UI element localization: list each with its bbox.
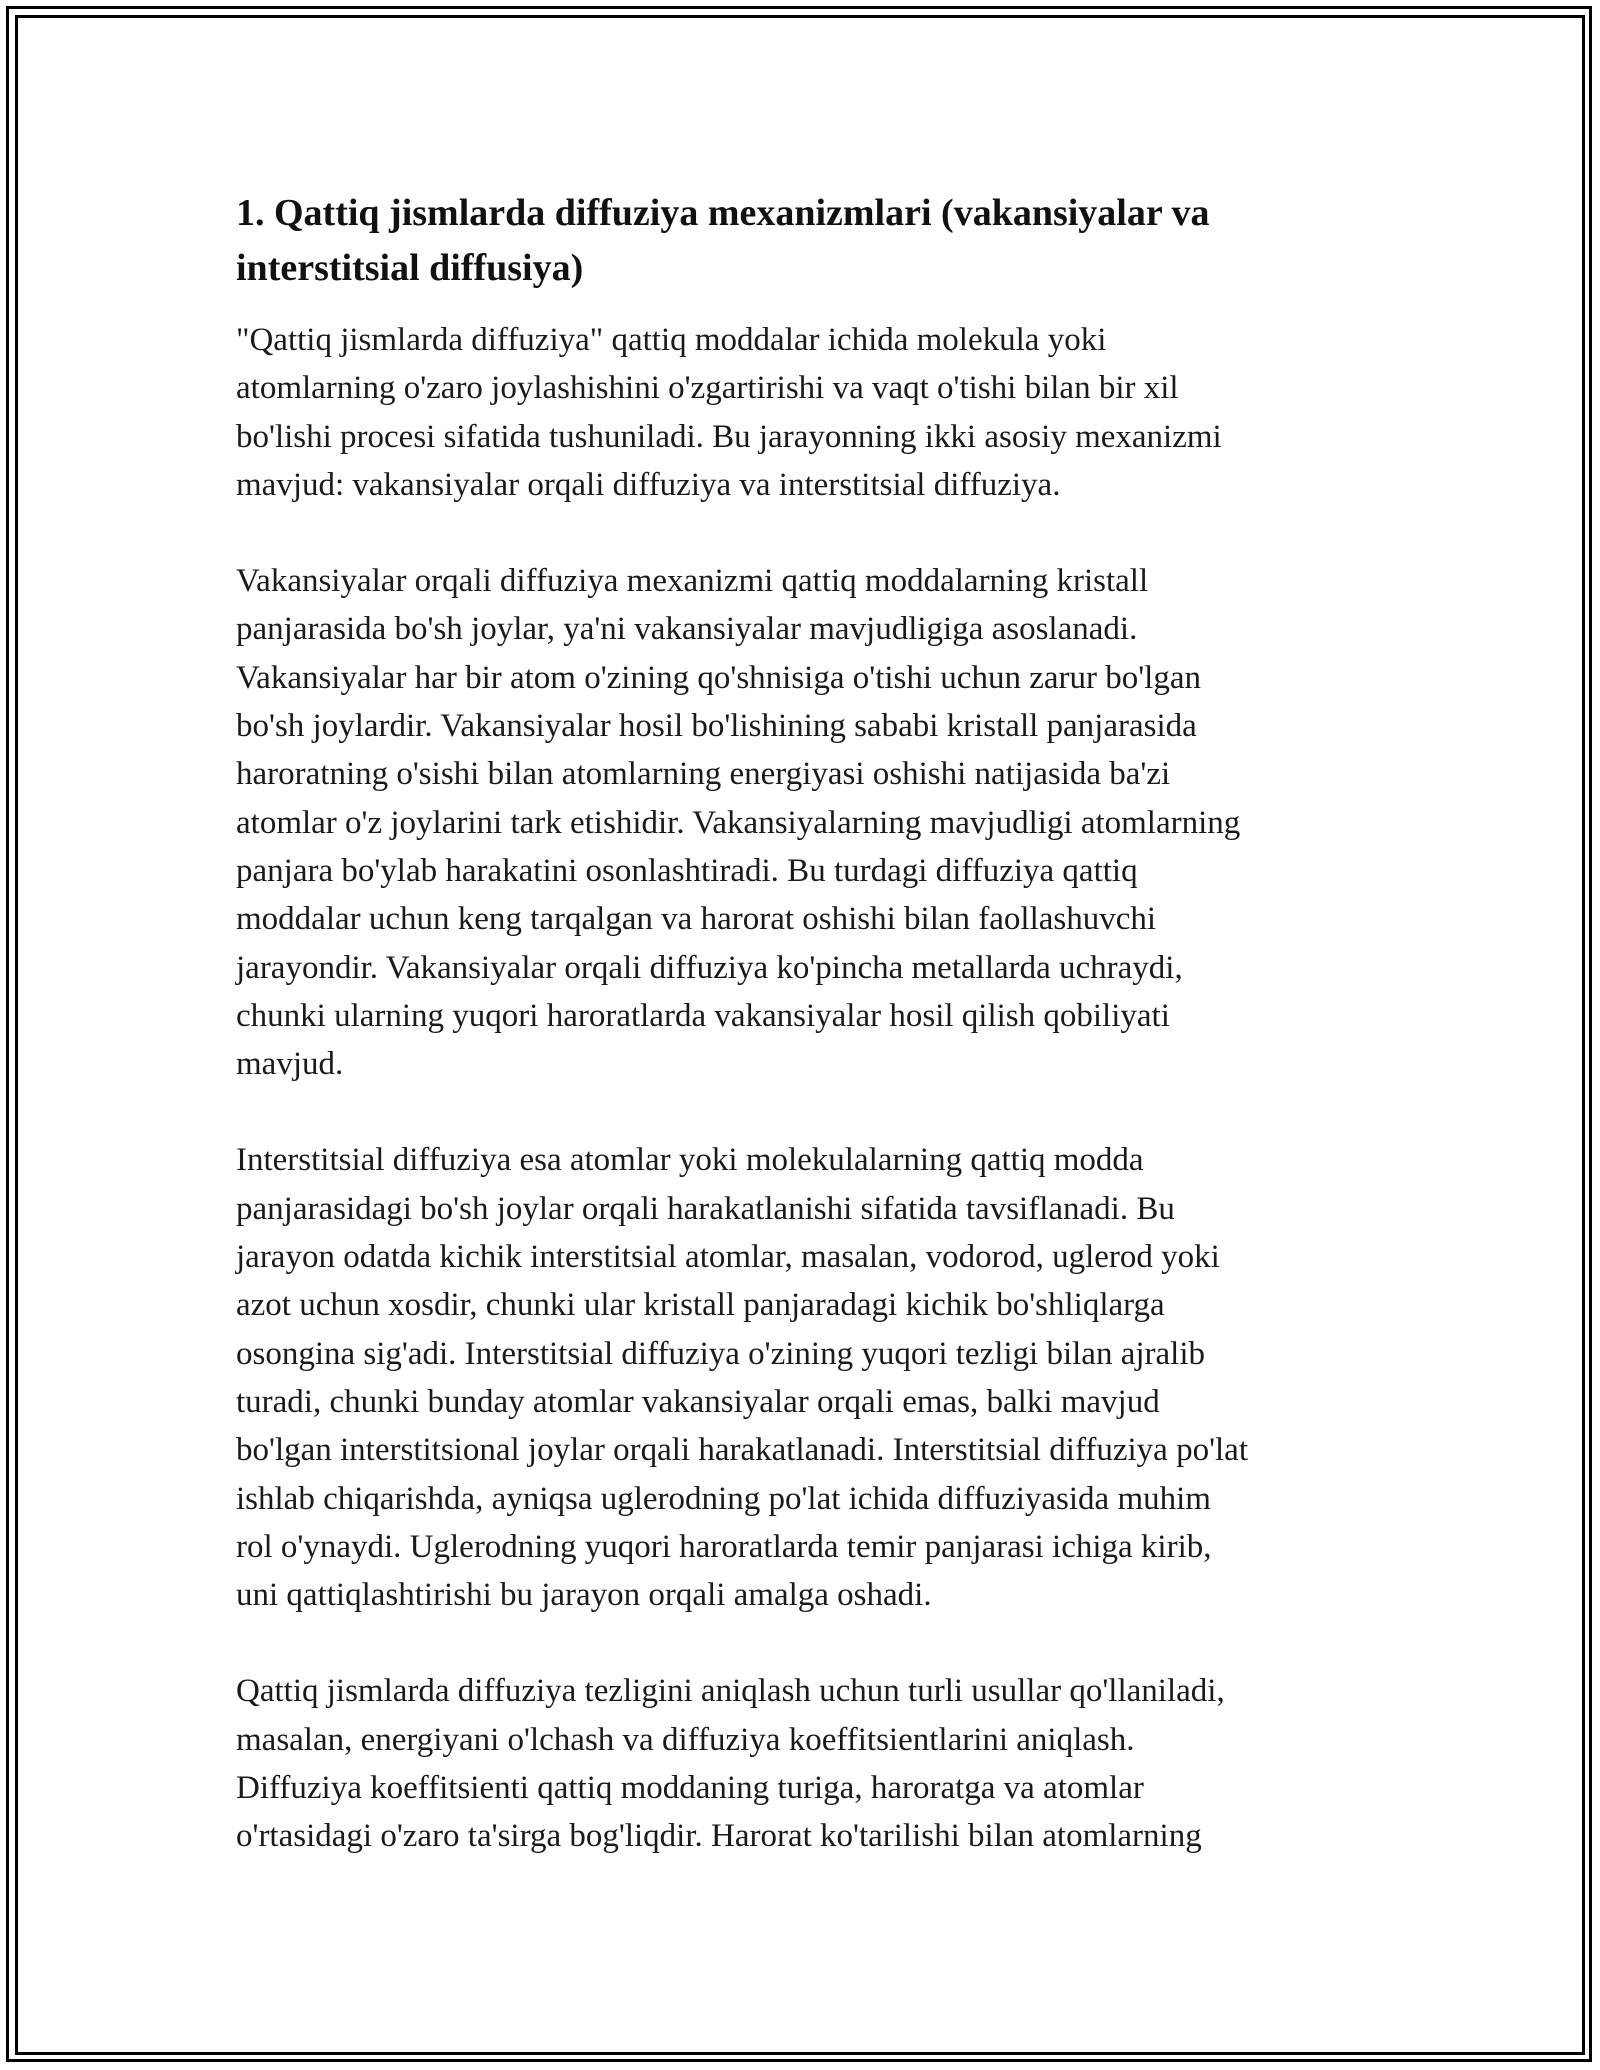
paragraph-line: bo'lishi procesi sifatida tushuniladi. Bu jarayonning ikki asosiy mexanizmi [236, 418, 1222, 455]
paragraph-line: bo'sh joylardir. Vakansiyalar hosil bo'lishining sababi kristall panjarasida [236, 708, 1197, 745]
paragraph [236, 557, 1366, 1088]
paragraph-line: jarayondir. Vakansiyalar orqali diffuziya ko'pincha metallarda uchraydi, [236, 949, 1183, 986]
paragraph-line: osongina sig'adi. Interstitsial diffuziya o'zining yuqori tezligi bilan ajralib [236, 1335, 1205, 1372]
paragraph-line: azot uchun xosdir, chunki ular kristall panjaradagi kichik bo'shliqlarga [236, 1287, 1165, 1324]
paragraph-line: Vakansiyalar orqali diffuziya mexanizmi qattiq moddalarning kristall [236, 563, 1149, 600]
paragraph-line: Interstitsial diffuziya esa atomlar yoki molekulalarning qattiq modda [236, 1142, 1144, 1179]
paragraph-list [236, 316, 1366, 1861]
paragraph-line: uni qattiqlashtirishi bu jarayon orqali amalga oshadi. [236, 1577, 932, 1614]
paragraph-line: panjarasida bo'sh joylar, ya'ni vakansiyalar mavjudligiga asoslanadi. [236, 611, 1138, 648]
paragraph-line: atomlarning o'zaro joylashishini o'zgartirishi va vaqt o'tishi bilan bir xil [236, 370, 1179, 407]
paragraph-line: o'rtasidagi o'zaro ta'sirga bog'liqdir. Harorat ko'tarilishi bilan atomlarning [236, 1818, 1202, 1855]
paragraph-line: panjara bo'ylab harakatini osonlashtiradi. Bu turdagi diffuziya qattiq [236, 852, 1138, 889]
paragraph-line: rol o'ynaydi. Uglerodning yuqori haroratlarda temir panjarasi ichiga kirib, [236, 1528, 1212, 1565]
paragraph-line: Vakansiyalar har bir atom o'zining qo'shnisiga o'tishi uchun zarur bo'lgan [236, 659, 1201, 696]
heading-line: 1. Qattiq jismlarda diffuziya mexanizmlari (vakansiyalar va [236, 192, 1210, 234]
paragraph-line: bo'lgan interstitsional joylar orqali harakatlanadi. Interstitsial diffuziya po'lat [236, 1432, 1248, 1469]
paragraph-line: jarayon odatda kichik interstitsial atomlar, masalan, vodorod, uglerod yoki [236, 1239, 1220, 1276]
paragraph-line: "Qattiq jismlarda diffuziya" qattiq moddalar ichida molekula yoki [236, 322, 1107, 358]
paragraph-line: mavjud. [236, 1046, 344, 1083]
paragraph-line: panjarasidagi bo'sh joylar orqali harakatlanishi sifatida tavsiflanadi. Bu [236, 1190, 1175, 1227]
section-heading [236, 186, 1366, 296]
paragraph-line: atomlar o'z joylarini tark etishidir. Vakansiyalarning mavjudligi atomlarning [236, 804, 1241, 841]
paragraph [236, 316, 1366, 509]
paragraph-line: ishlab chiqarishda, ayniqsa uglerodning po'lat ichida diffuziyasida muhim [236, 1480, 1211, 1517]
paragraph-line: haroratning o'sishi bilan atomlarning energiyasi oshishi natijasida ba'zi [236, 756, 1171, 793]
heading-line: interstitsial diffusiya) [236, 247, 584, 289]
paragraph-line: masalan, energiyani o'lchash va diffuziya koeffitsientlarini aniqlash. [236, 1721, 1135, 1758]
paragraph-line: Qattiq jismlarda diffuziya tezligini aniqlash uchun turli usullar qo'llaniladi, [236, 1673, 1225, 1710]
paragraph [236, 1136, 1366, 1619]
paragraph [236, 1667, 1366, 1860]
document-body [236, 186, 1366, 1909]
paragraph-line: Diffuziya koeffitsienti qattiq moddaning turiga, haroratga va atomlar [236, 1770, 1144, 1807]
paragraph-line: moddalar uchun keng tarqalgan va harorat oshishi bilan faollashuvchi [236, 901, 1157, 938]
paragraph-line: turadi, chunki bunday atomlar vakansiyalar orqali emas, balki mavjud [236, 1383, 1160, 1420]
paragraph-line: mavjud: vakansiyalar orqali diffuziya va interstitsial diffuziya. [236, 466, 1061, 503]
paragraph-line: chunki ularning yuqori haroratlarda vakansiyalar hosil qilish qobiliyati [236, 997, 1170, 1034]
